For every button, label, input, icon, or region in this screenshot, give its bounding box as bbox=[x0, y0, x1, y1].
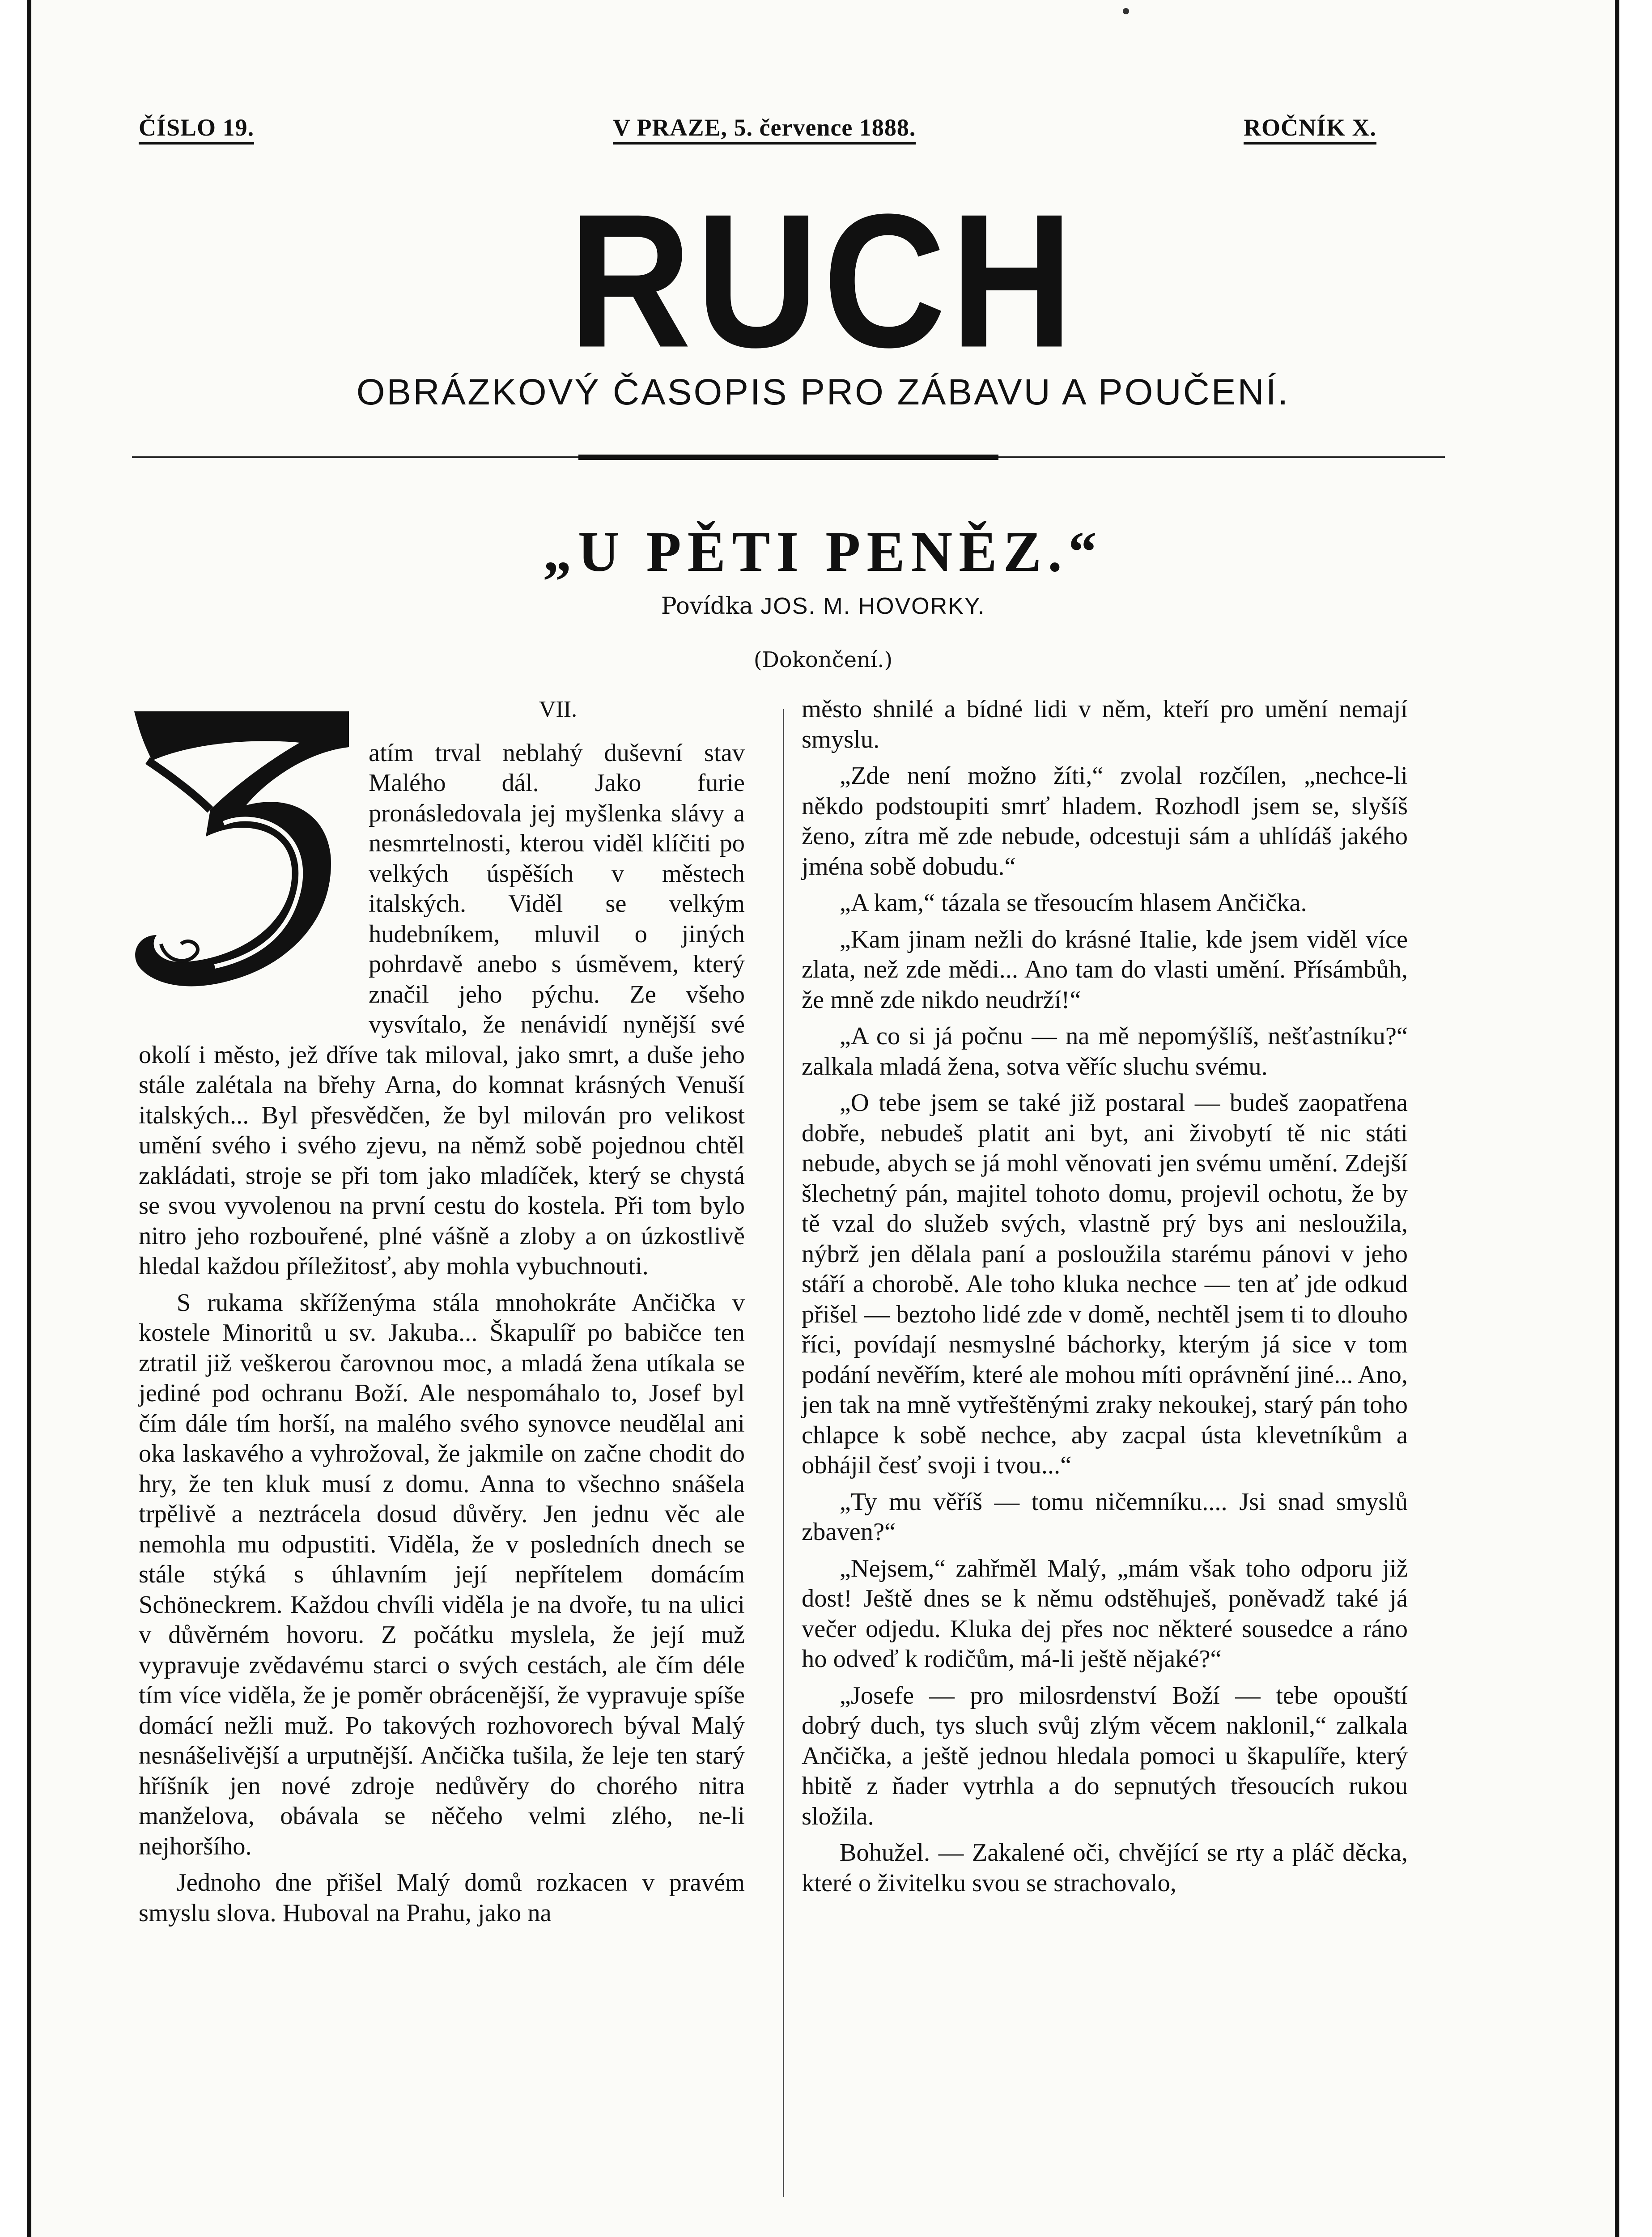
paragraph: „Kam jinam nežli do krásné Italie, kde jsem viděl více zlata, než zde mědi... Ano tam do vlasti umění. Přísámbůh, že mně zde nikdo neudrží!“ bbox=[802, 925, 1408, 1014]
paragraph: Jednoho dne přišel Malý domů rozkacen v pravém smyslu slova. Huboval na Prahu, jako na bbox=[139, 1869, 745, 1927]
paragraph: „Ty mu věříš — tomu ničemníku.... Jsi snad smyslů zbaven?“ bbox=[802, 1488, 1408, 1546]
newspaper-page bbox=[27, 0, 1619, 2237]
volume-number: ROČNÍK X. bbox=[1244, 115, 1376, 145]
masthead-title: RUCH bbox=[569, 174, 1078, 387]
continued-note: (Dokončení.) bbox=[753, 647, 893, 672]
byline-prefix: Povídka bbox=[661, 593, 753, 620]
author-name: JOS. M. HOVORKY. bbox=[760, 593, 985, 619]
divider-center bbox=[578, 455, 998, 460]
paragraph: „A kam,“ tázala se třesoucím hlasem Ančička. bbox=[839, 889, 1307, 917]
story-title: „U PĚTI PENĚZ.“ bbox=[543, 520, 1103, 583]
place-date: V PRAZE, 5. července 1888. bbox=[613, 115, 916, 145]
header-divider bbox=[132, 456, 1445, 458]
paragraph: S rukama skříženýma stála mnohokráte Ančička v kostele Minoritů u sv. Jakuba... Škapulíř po babičce ten ztratil již veškerou čarovnou moc, a mladá žena utíkala se jediné pod ochranu Boží. Ale nespomáhalo to, Josef byl čím dále tím horší, na malého svého synovce neudělal ani oka laskavého a vyhrožoval, že jakmile on začne chodit do hry, že ten kluk musí z domu. Anna to všechno snášela trpělivě a neztrácela dosud důvěry. Jen jednu věc ale nemohla mu odpustiti. Viděla, že v posledních dnech se stále stýká s úhlavním její nepřítelem domácím Schöneckrem. Každou chvíli viděla je na dvoře, tu na ulici v důvěrném hovoru. Z počátku myslela, že její muž vypravuje zvědavému starci o svých cestách, ale čím déle tím více viděla, že je poměr obrácenější, že vypravuje spíše domácí nežli muž. Po takových rozhovorech býval Malý nesnášelivější a urputnější. Ančička tušila, že leje ten starý hříšník jen nové zdroje nedůvěry do chorého nitra manželova, obávala se něčeho velmi zlého, ne-li nejhoršího. bbox=[139, 1289, 745, 1860]
masthead-subtitle: OBRÁZKOVÝ ČASOPIS PRO ZÁBAVU A POUČENÍ. bbox=[356, 372, 1290, 413]
chapter-number: VII. bbox=[539, 697, 578, 722]
paragraph: „A co si já počnu — na mě nepomýšlíš, nešťastníku?“ zalkala mladá žena, sotva věříc sluchu svému. bbox=[802, 1022, 1408, 1080]
issue-number: ČÍSLO 19. bbox=[139, 115, 254, 145]
dropcap-z-ornament bbox=[121, 693, 358, 1020]
byline bbox=[31, 593, 1615, 620]
paragraph: „O tebe jsem se také již postaral — budeš zaopatřena dobře, nebudeš platit ani byt, ani živobytí tě nic státi nebude, abych se já mohl věnovati jen svému umění. Zdejší šlechetný pán, majitel tohoto domu, projevil ochotu, že by tě vzal do služeb svých, vlastně prý bys ani nesloužila, nýbrž jen dělala paní a posloužila starému pánovi v jeho stáří a chorobě. Ale toho kluka nechce — ten ať jde odkud přišel — beztoho lidé zde v domě, nechtěl jsem ti to dlouho říci, povídají nesmyslné báchorky, kterým já sice v tom podání nevěřím, které ale mohou míti oprávnění jiné... Ano, jen tak na mně vytřeštěnými zraky nekoukej, starý pán toho chlapce k sobě nechce, aby zacpal ústa klevetníkům a obhájil česť svoji i tvou...“ bbox=[802, 1089, 1408, 1479]
text-column-left bbox=[139, 694, 745, 1928]
paragraph: „Zde není možno žíti,“ zvolal rozčílen, „nechce-li někdo podstoupiti smrť hladem. Rozhodl jsem se, slyšíš ženo, zítra mě zde nebude, odcestuji sám a uhlídáš jakého jména sobě dobudu.“ bbox=[802, 762, 1408, 880]
paragraph: Bohužel. — Zakalené oči, chvějící se rty a pláč děcka, které o živitelku svou se strachovalo, bbox=[802, 1839, 1408, 1897]
scan-speck bbox=[1123, 8, 1129, 14]
paragraph: město shnilé a bídné lidi v něm, kteří pro umění nemají smyslu. bbox=[802, 695, 1408, 753]
paragraph: „Nejsem,“ zahřměl Malý, „mám však toho odporu již dost! Ještě dnes se k němu odstěhuješ, poněvadž také já večer odjedu. Kluka dej přes noc některé sousedce a ráno ho odveď k rodičům, má-li ještě nějaké?“ bbox=[802, 1554, 1408, 1673]
column-divider bbox=[783, 709, 784, 2197]
paragraph: „Josefe — pro milosrdenství Boží — tebe opouští dobrý duch, tys sluch svůj zlým věcem naklonil,“ zalkala Ančička, a ještě jednou hledala pomoci u škapulíře, který hbitě z ňader vytrhla a do sepnutých třesoucích rukou složila. bbox=[802, 1681, 1408, 1830]
paragraph: atím trval neblahý duševní stav Malého dál. Jako furie pronásledovala jej myšlenka slávy a nesmrtelnosti, kterou viděl klíčiti po velkých úspěších v městech italských. Viděl se velkým hudebníkem, mluvil o jiných pohrdavě anebo s úsměvem, který značil jeho pýchu. Ze všeho vysvítalo, že nenávidí nynější své okolí i město, jež dříve tak miloval, jako smrt, a duše jeho stále zalétala na břehy Arna, do komnat krásných Venuší italských... Byl přesvědčen, že byl milován pro velikost umění svého i svého zjevu, na němž sobě pojednou chtěl zakládati, stroje se při tom jako mladíček, který se chystá se svou vyvolenou na první cestu do kostela. Při tom bylo nitro jeho rozbouřené, plné vášně a zloby a on úzkostlivě hledal každou příležitosť, aby mohla vybuchnouti. bbox=[139, 739, 745, 1280]
text-column-right bbox=[802, 694, 1408, 1898]
